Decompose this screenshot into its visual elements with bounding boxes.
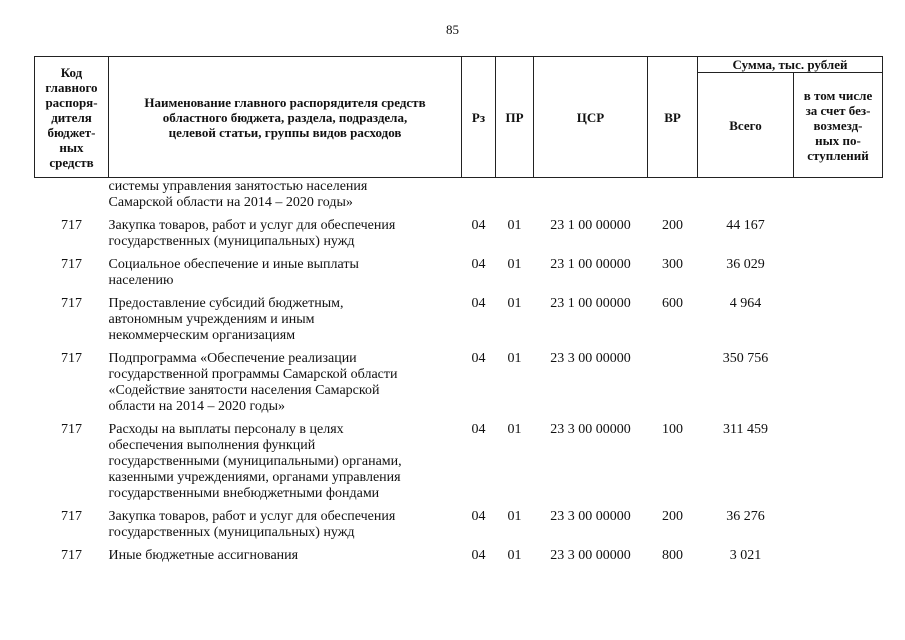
gratuitous-cell xyxy=(794,178,883,215)
total-cell: 311 459 xyxy=(723,422,768,437)
gratuitous-cell xyxy=(794,214,883,253)
pr-cell: 01 xyxy=(507,548,522,563)
csr-cell: 23 1 00 00000 xyxy=(550,218,631,233)
name-line: «Содействие занятости населения Самарской xyxy=(108,383,380,398)
vr-cell: 200 xyxy=(662,218,683,233)
name-cell xyxy=(109,505,462,544)
vr-cell: 800 xyxy=(662,548,683,563)
pr-cell xyxy=(496,178,534,215)
gratuitous-cell xyxy=(794,253,883,292)
header-gratuitous xyxy=(794,73,883,178)
vr-cell: 200 xyxy=(662,509,683,524)
code-cell xyxy=(35,178,109,215)
csr-cell xyxy=(534,178,648,215)
page-number: 85 xyxy=(446,22,459,37)
csr-cell: 23 3 00 00000 xyxy=(550,422,631,437)
gratuitous-cell xyxy=(794,292,883,347)
name-line: казенными учреждениями, органами управления xyxy=(108,470,401,485)
name-cell xyxy=(109,178,462,215)
rz-cell: 04 xyxy=(471,257,486,272)
code-cell: 717 xyxy=(61,351,82,366)
name-cell xyxy=(109,347,462,418)
name-line: государственными внебюджетными фондами xyxy=(108,486,380,501)
name-cell xyxy=(109,214,462,253)
pr-cell: 01 xyxy=(507,296,522,311)
total-cell: 36 029 xyxy=(726,257,765,272)
header-code-line: бюджет- xyxy=(47,124,96,140)
name-cell xyxy=(109,544,462,567)
name-line: автономным учреждениям и иным xyxy=(108,312,315,327)
name-line: некоммерческим организациям xyxy=(108,328,296,343)
header-vr: ВР xyxy=(648,57,698,178)
header-gratuitous-line: за счет без- xyxy=(805,102,871,118)
name-line: Самарской области на 2014 – 2020 годы» xyxy=(108,195,353,210)
name-line: государственной программы Самарской области xyxy=(108,367,398,382)
csr-cell: 23 3 00 00000 xyxy=(550,351,631,366)
rz-cell: 04 xyxy=(471,218,486,233)
vr-cell: 600 xyxy=(662,296,683,311)
gratuitous-cell xyxy=(794,347,883,418)
table-row xyxy=(35,544,883,567)
name-cell xyxy=(109,292,462,347)
csr-cell: 23 1 00 00000 xyxy=(550,296,631,311)
table-row xyxy=(35,347,883,418)
budget-table xyxy=(34,56,883,567)
header-name-line: Наименование главного распорядителя средств xyxy=(144,94,426,110)
table-body xyxy=(35,178,883,568)
total-cell: 44 167 xyxy=(726,218,765,233)
header-gratuitous-line: ступлений xyxy=(807,147,869,163)
csr-cell: 23 1 00 00000 xyxy=(550,257,631,272)
header-code-line: средств xyxy=(49,154,94,170)
table-row xyxy=(35,253,883,292)
rz-cell xyxy=(462,178,496,215)
name-line: Иные бюджетные ассигнования xyxy=(108,548,299,563)
pr-cell: 01 xyxy=(507,218,522,233)
total-cell: 350 756 xyxy=(722,351,769,366)
gratuitous-cell xyxy=(794,418,883,505)
name-line: Расходы на выплаты персоналу в целях xyxy=(108,422,344,437)
rz-cell: 04 xyxy=(471,548,486,563)
table-row xyxy=(35,418,883,505)
name-line: государственных (муниципальных) нужд xyxy=(108,234,355,249)
header-csr: ЦСР xyxy=(534,57,648,178)
code-cell: 717 xyxy=(61,257,82,272)
header-code-line: распоря- xyxy=(45,94,98,110)
rz-cell: 04 xyxy=(471,509,486,524)
gratuitous-cell xyxy=(794,505,883,544)
name-line: государственных (муниципальных) нужд xyxy=(108,525,355,540)
total-cell: 36 276 xyxy=(726,509,765,524)
name-line: населению xyxy=(108,273,174,288)
name-line: системы управления занятостью населения xyxy=(108,179,368,194)
code-cell: 717 xyxy=(61,218,82,233)
total-cell xyxy=(698,178,794,215)
header-total: Всего xyxy=(698,73,794,178)
table-row xyxy=(35,214,883,253)
csr-cell: 23 3 00 00000 xyxy=(550,509,631,524)
vr-cell xyxy=(648,347,698,418)
header-name-line: целевой статьи, группы видов расходов xyxy=(168,124,402,140)
header-code-line: главного xyxy=(45,79,98,95)
name-line: области на 2014 – 2020 годы» xyxy=(108,399,286,414)
name-cell xyxy=(109,253,462,292)
table-row xyxy=(35,292,883,347)
header-gratuitous-line: ных по- xyxy=(815,132,861,148)
name-line: Социальное обеспечение и иные выплаты xyxy=(108,257,359,272)
table-row xyxy=(35,505,883,544)
header-gratuitous-line: возмезд- xyxy=(813,117,863,133)
table-row xyxy=(35,178,883,215)
header-name xyxy=(109,57,462,178)
rz-cell: 04 xyxy=(471,422,486,437)
name-cell xyxy=(109,418,462,505)
vr-cell: 300 xyxy=(662,257,683,272)
name-line: Предоставление субсидий бюджетным, xyxy=(108,296,344,311)
pr-cell: 01 xyxy=(507,351,522,366)
name-line: Закупка товаров, работ и услуг для обеспечения xyxy=(108,218,396,233)
rz-cell: 04 xyxy=(471,351,486,366)
name-line: обеспечения выполнения функций xyxy=(108,438,316,453)
code-cell: 717 xyxy=(61,296,82,311)
code-cell: 717 xyxy=(61,422,82,437)
table-header xyxy=(35,57,883,178)
pr-cell: 01 xyxy=(507,509,522,524)
rz-cell: 04 xyxy=(471,296,486,311)
header-gratuitous-line: в том числе xyxy=(803,87,873,103)
pr-cell: 01 xyxy=(507,422,522,437)
gratuitous-cell xyxy=(794,544,883,567)
vr-cell: 100 xyxy=(662,422,683,437)
code-cell: 717 xyxy=(61,509,82,524)
header-code-line: ных xyxy=(59,139,84,155)
csr-cell: 23 3 00 00000 xyxy=(550,548,631,563)
name-line: Подпрограмма «Обеспечение реализации xyxy=(108,351,357,366)
header-code-line: дителя xyxy=(51,109,92,125)
header-code-line: Код xyxy=(60,64,83,80)
header-pr: ПР xyxy=(496,57,534,178)
name-line: Закупка товаров, работ и услуг для обеспечения xyxy=(108,509,396,524)
vr-cell xyxy=(648,178,698,215)
pr-cell: 01 xyxy=(507,257,522,272)
header-rz: Рз xyxy=(462,57,496,178)
total-cell: 3 021 xyxy=(729,548,762,563)
header-code xyxy=(35,57,109,178)
name-line: государственными (муниципальными) органами, xyxy=(108,454,402,469)
code-cell: 717 xyxy=(61,548,82,563)
header-name-line: областного бюджета, раздела, подраздела, xyxy=(162,109,408,125)
header-sum: Сумма, тыс. рублей xyxy=(698,57,883,73)
total-cell: 4 964 xyxy=(729,296,762,311)
